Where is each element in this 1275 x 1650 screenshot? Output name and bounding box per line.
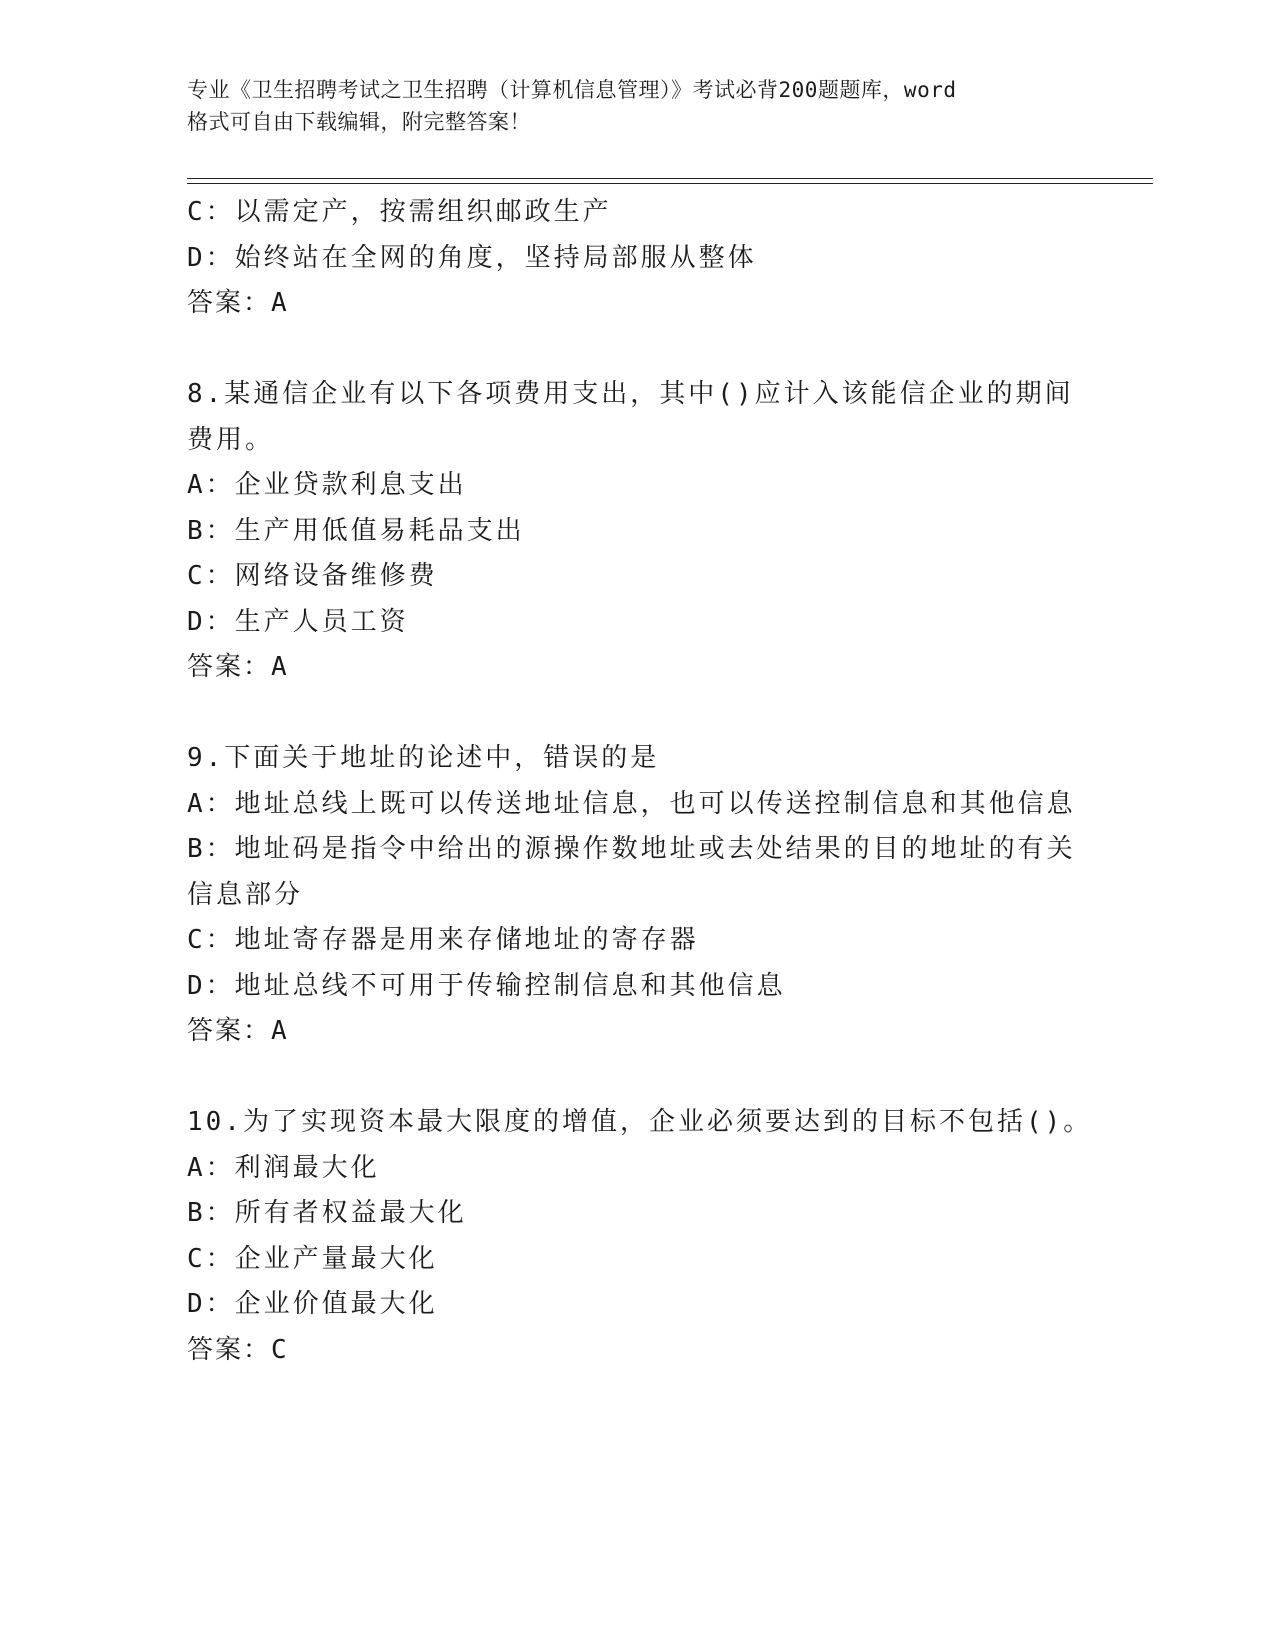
q10-answer: 答案：C	[187, 1334, 289, 1365]
q7-option-d: D：始终站在全网的角度，坚持局部服从整体	[187, 242, 757, 273]
question-content	[187, 190, 1093, 1373]
header-line-2: 格式可自由下载编辑，附完整答案！	[187, 110, 531, 134]
q10-option-c: C：企业产量最大化	[187, 1243, 438, 1274]
q10-option-b: B：所有者权益最大化	[187, 1198, 467, 1228]
header-divider-bottom	[187, 183, 1153, 184]
q9-option-c: C：地址寄存器是用来存储地址的寄存器	[187, 925, 699, 955]
q7-option-c: C：以需定产，按需组织邮政生产	[187, 197, 612, 227]
question-9	[187, 736, 1087, 1055]
q10-option-a: A：利润最大化	[187, 1152, 380, 1183]
document-header	[187, 74, 1087, 138]
spacer	[187, 1055, 1087, 1101]
q8-option-c: C：网络设备维修费	[187, 561, 438, 591]
q10-option-d: D：企业价值最大化	[187, 1289, 438, 1319]
question-10	[187, 1100, 1093, 1373]
q9-option-a: A：地址总线上既可以传送地址信息，也可以传送控制信息和其他信息	[187, 788, 1076, 819]
q9-option-b-line-1: B：地址码是指令中给出的源操作数地址或去处结果的目的地址的有关	[187, 834, 1076, 864]
q9-answer: 答案：A	[187, 1016, 289, 1046]
q8-option-b: B：生产用低值易耗品支出	[187, 515, 525, 546]
header-divider-top	[187, 178, 1153, 179]
header-line-1: 专业《卫生招聘考试之卫生招聘（计算机信息管理）》考试必背200题题库，word	[187, 78, 957, 102]
q8-answer: 答案：A	[187, 652, 289, 682]
q8-stem-line-1: 8.某通信企业有以下各项费用支出，其中()应计入该能信企业的期间	[187, 379, 1074, 409]
question-8	[187, 372, 1087, 691]
spacer	[187, 327, 1087, 373]
q8-option-d: D：生产人员工资	[187, 606, 409, 637]
question-7-tail	[187, 190, 1087, 327]
q9-option-d: D：地址总线不可用于传输控制信息和其他信息	[187, 970, 786, 1001]
q9-stem: 9.下面关于地址的论述中，错误的是	[187, 743, 660, 773]
q8-option-a: A：企业贷款利息支出	[187, 470, 467, 500]
spacer	[187, 691, 1087, 737]
q7-answer: 答案：A	[187, 288, 289, 318]
q10-stem: 10.为了实现资本最大限度的增值，企业必须要达到的目标不包括()。	[187, 1107, 1093, 1137]
q9-option-b-line-2: 信息部分	[187, 879, 304, 910]
q8-stem-line-2: 费用。	[187, 424, 275, 455]
